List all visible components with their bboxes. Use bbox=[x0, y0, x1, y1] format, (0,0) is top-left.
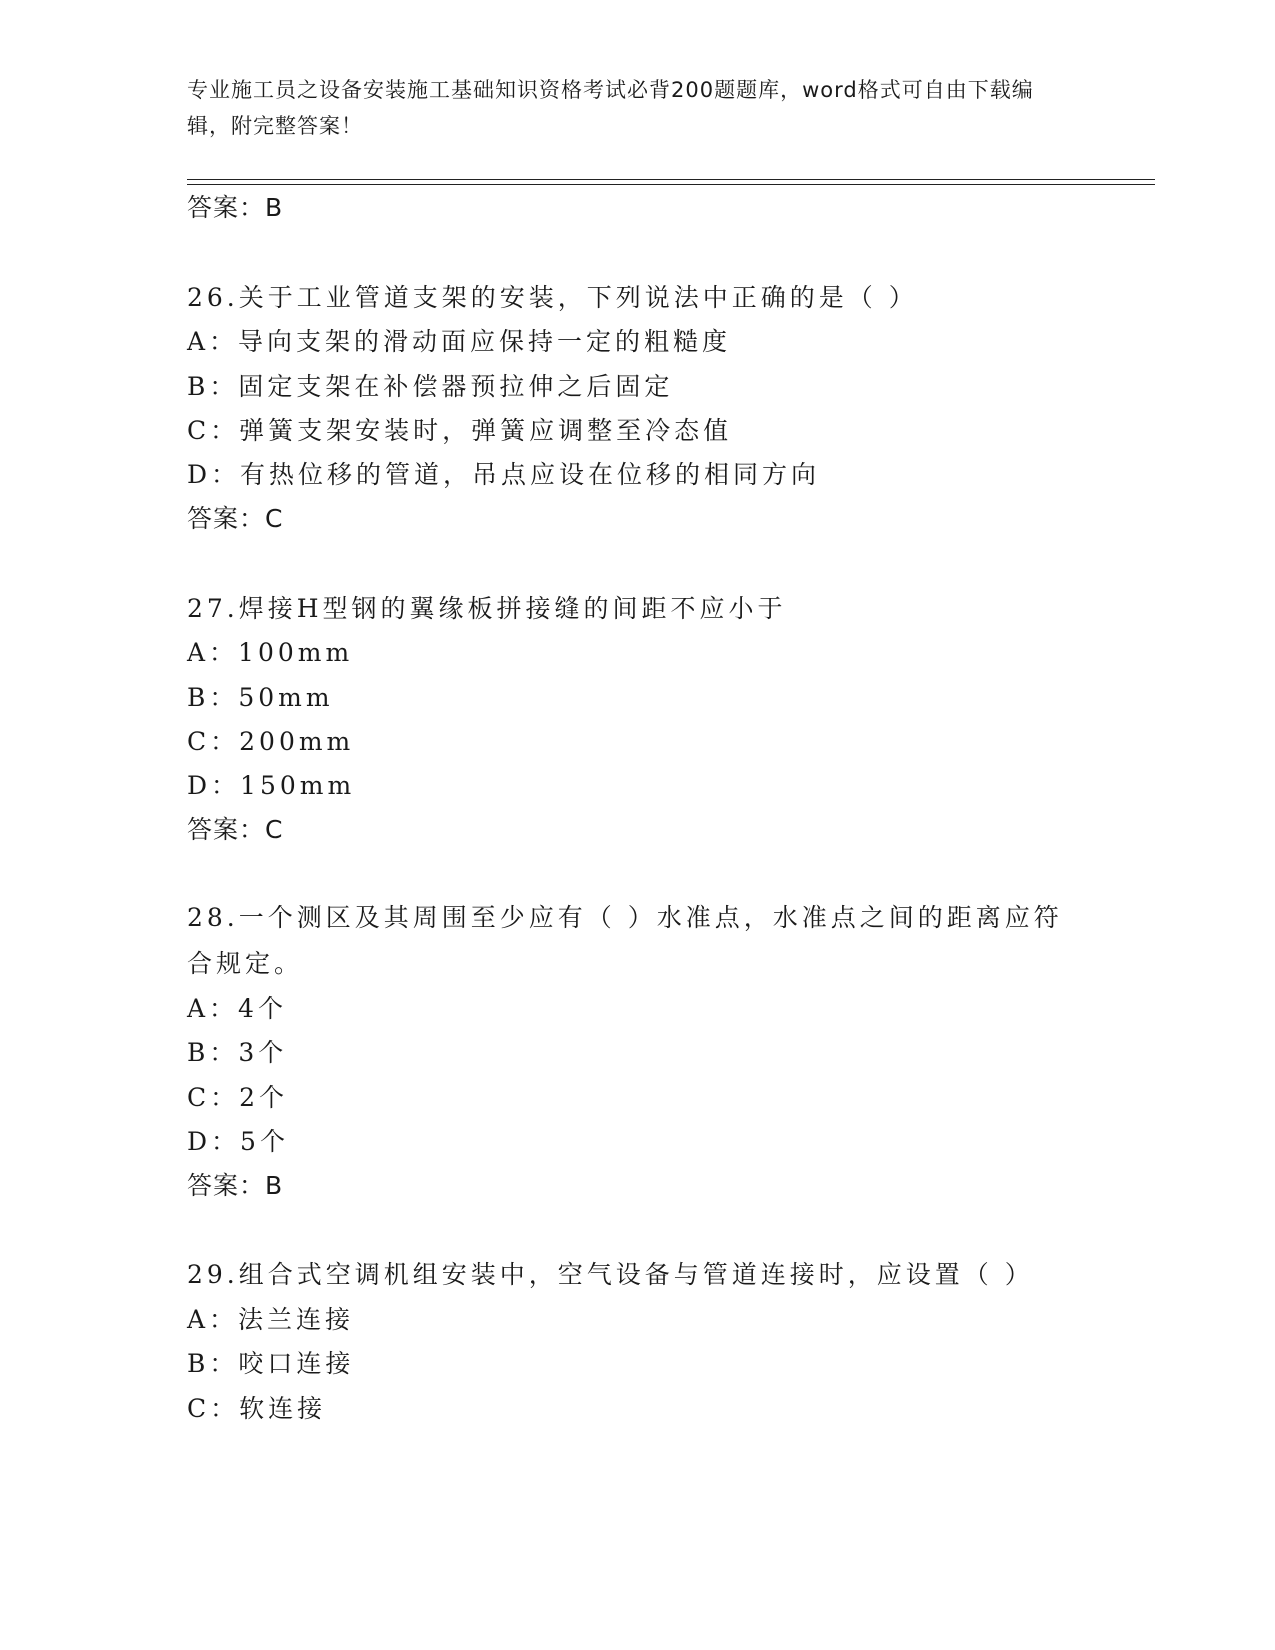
question-27: 27.焊接H型钢的翼缘板拼接缝的间距不应小于 bbox=[187, 594, 787, 623]
question-29-option-b: B：咬口连接 bbox=[187, 1349, 355, 1378]
question-29: 29.组合式空调机组安装中，空气设备与管道连接时，应设置（ ） bbox=[187, 1260, 1034, 1289]
document-header: 专业施工员之设备安装施工基础知识资格考试必背200题题库，word格式可自由下载编辑，附完整答案！ bbox=[187, 78, 1034, 138]
question-28-option-d: D：5个 bbox=[187, 1127, 289, 1156]
question-26-option-c: C：弹簧支架安装时，弹簧应调整至冷态值 bbox=[187, 416, 733, 445]
question-27-option-c: C：200mm bbox=[187, 727, 355, 756]
question-27-option-d: D：150mm bbox=[187, 771, 356, 800]
answer-28: 答案：B bbox=[187, 1171, 284, 1200]
question-26-option-b: B：固定支架在补偿器预拉伸之后固定 bbox=[187, 372, 674, 401]
question-26: 26.关于工业管道支架的安装，下列说法中正确的是（ ） bbox=[187, 283, 918, 312]
answer-26: 答案：C bbox=[187, 504, 284, 533]
question-28-option-a: A：4个 bbox=[187, 994, 287, 1023]
header-divider bbox=[187, 179, 1155, 180]
question-28: 28.一个测区及其周围至少应有（ ）水准点，水准点之间的距离应符合规定。 bbox=[187, 903, 1063, 978]
question-28-option-b: B：3个 bbox=[187, 1038, 288, 1067]
question-28-option-c: C：2个 bbox=[187, 1083, 289, 1112]
question-26-option-d: D：有热位移的管道，吊点应设在位移的相同方向 bbox=[187, 460, 821, 489]
question-29-option-c: C：软连接 bbox=[187, 1394, 327, 1423]
answer-25: 答案：B bbox=[187, 193, 284, 222]
question-27-option-b: B：50mm bbox=[187, 683, 334, 712]
question-26-option-a: A：导向支架的滑动面应保持一定的粗糙度 bbox=[187, 327, 732, 356]
question-27-option-a: A：100mm bbox=[187, 638, 354, 667]
question-29-option-a: A：法兰连接 bbox=[187, 1305, 355, 1334]
answer-27: 答案：C bbox=[187, 815, 284, 844]
header-divider-second bbox=[187, 184, 1155, 185]
